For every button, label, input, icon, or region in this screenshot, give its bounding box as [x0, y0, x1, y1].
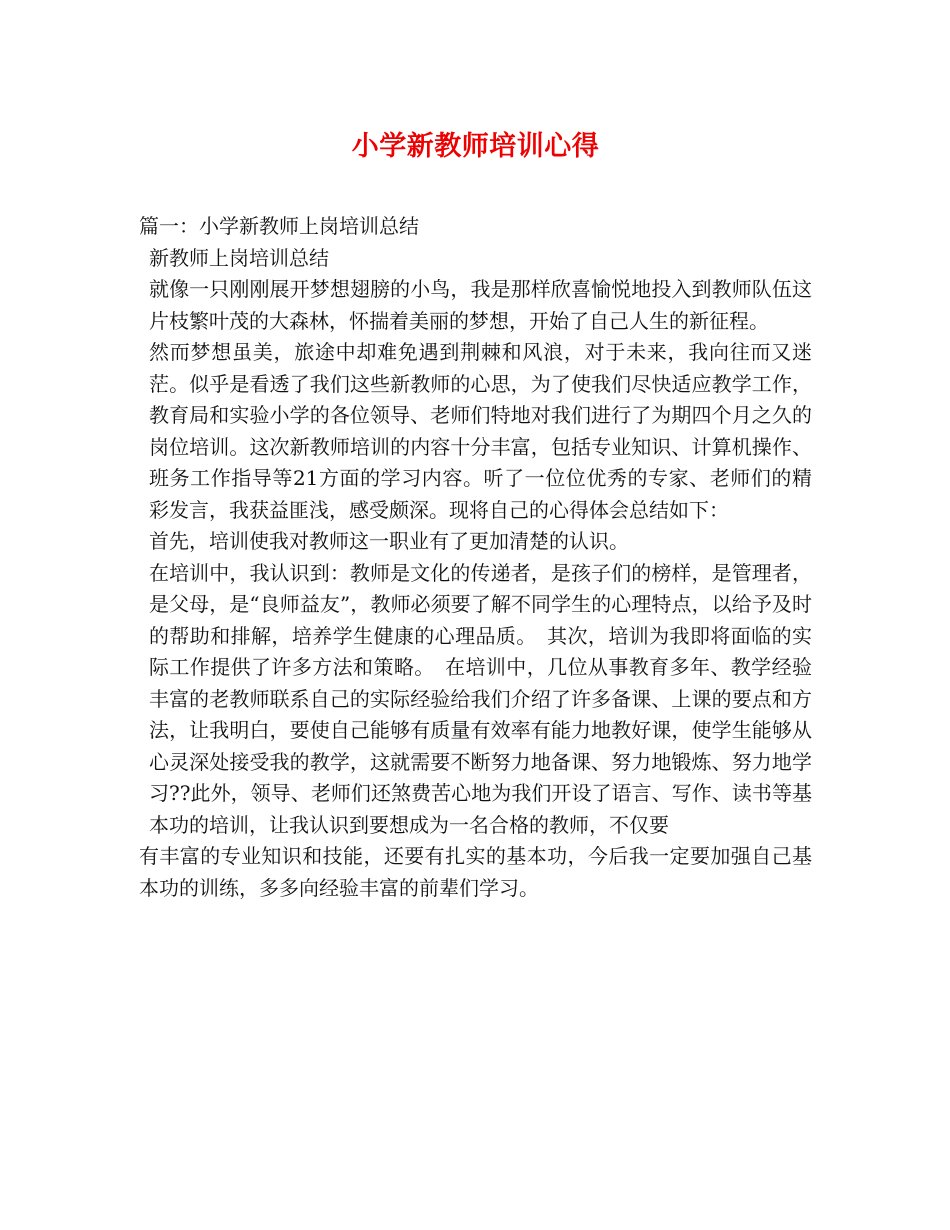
paragraph: 在培训中，我认识到：教师是文化的传递者，是孩子们的榜样，是管理者，是父母，是“良师益友”，教师必须要了解不同学生的心理特点，以给予及时的帮助和排解，培养学生健康的心理品质。 其次，培训为我即将面临的实际工作提供了许多方法和策略。 在培训中，几位从事教育多年、教学经验丰富的老教师联系自己的实际经验给我们介绍了许多备课、上课的要点和方法，让我明白，要使自己能够有质量有效率有能力地教好课，使学生能够从心灵深处接受我的教学，这就需要不断努力地备课、努力地锻炼、努力地学习??此外，领导、老师们还煞费苦心地为我们开设了语言、写作、读书等基本功的培训，让我认识到要想成为一名合格的教师，不仅要 [149, 560, 812, 837]
paragraph: 首先，培训使我对教师这一职业有了更加清楚的认识。 [149, 529, 629, 553]
document-title: 小学新教师培训心得 [351, 131, 600, 162]
document-body [139, 211, 812, 904]
section-heading: 篇一：小学新教师上岗培训总结 [139, 214, 419, 238]
paragraph: 有丰富的专业知识和技能，还要有扎实的基本功，今后我一定要加强自己基本功的训练，多多向经验丰富的前辈们学习。 [139, 844, 812, 900]
subheading: 新教师上岗培训总结 [149, 245, 329, 270]
paragraph: 就像一只刚刚展开梦想翅膀的小鸟，我是那样欣喜愉悦地投入到教师队伍这片枝繁叶茂的大森林，怀揣着美丽的梦想，开始了自己人生的新征程。 [149, 277, 812, 333]
paragraph: 然而梦想虽美，旅途中却难免遇到荆棘和风浪，对于未来，我向往而又迷茫。似乎是看透了我们这些新教师的心思，为了使我们尽快适应教学工作，教育局和实验小学的各位领导、老师们特地对我们进行了为期四个月之久的岗位培训。这次新教师培训的内容十分丰富，包括专业知识、计算机操作、班务工作指导等21方面的学习内容。听了一位位优秀的专家、老师们的精彩发言，我获益匪浅，感受颇深。现将自己的心得体会总结如下： [149, 340, 812, 522]
